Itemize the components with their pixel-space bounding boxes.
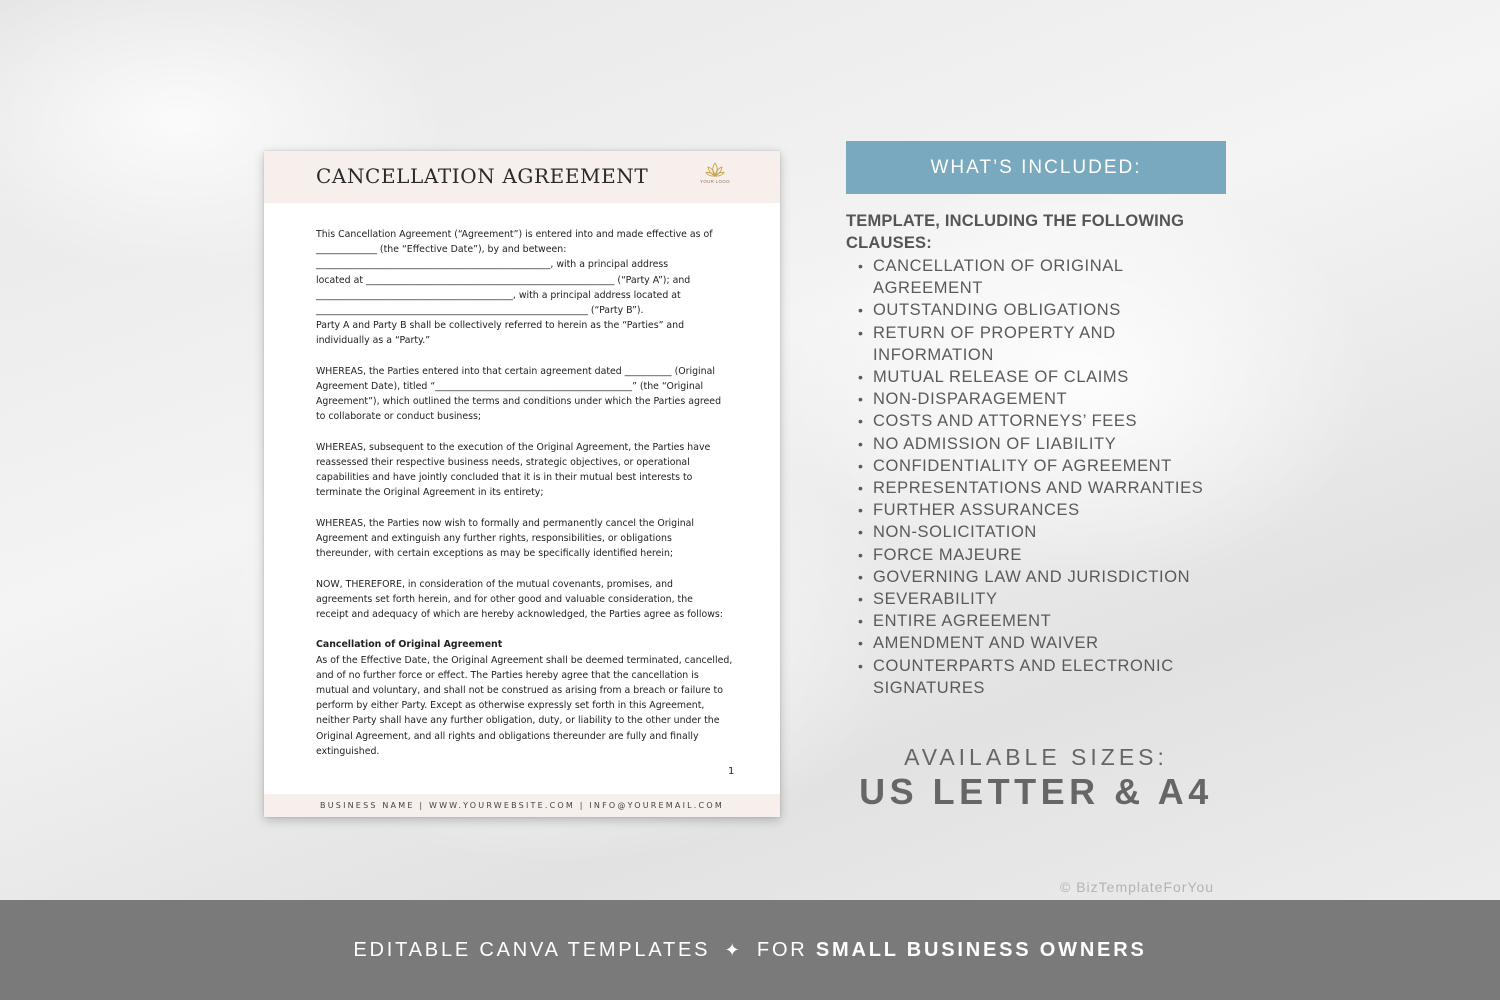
copyright-text: © BizTemplateForYou [1060, 879, 1215, 895]
list-item: • RETURN OF PROPERTY AND INFORMATION [858, 323, 1116, 364]
bottom-banner [0, 900, 1500, 1000]
available-sizes-value: US LETTER & A4 [859, 771, 1213, 812]
clause-heading: Cancellation of Original Agreement [316, 639, 503, 651]
bullet-icon: • [858, 657, 864, 674]
document-body [316, 227, 736, 774]
list-item: • OUTSTANDING OBLIGATIONS [856, 299, 1226, 321]
page-number: 1 [728, 766, 735, 777]
paragraph: WHEREAS, the Parties now wish to formally and permanently cancel the Original Agreement and extinguish any further rights, responsibilities, or obligations thereunder, with certain exceptions as may be specifically identified herein; [316, 517, 695, 560]
bullet-icon: • [858, 369, 864, 386]
sparkle-icon: ✦ [724, 940, 743, 960]
list-item: • NO ADMISSION OF LIABILITY [856, 433, 1226, 455]
bullet-icon: • [858, 258, 864, 274]
list-item: • ENTIRE AGREEMENT [856, 610, 1226, 632]
list-item: • FORCE MAJEURE [856, 544, 1226, 566]
document-footer: BUSINESS NAME | WWW.YOURWEBSITE.COM | INFO@YOUREMAIL.COM [264, 794, 780, 817]
bullet-icon: • [858, 502, 864, 519]
bullet-icon: • [858, 391, 864, 408]
clause-text: As of the Effective Date, the Original Agreement shall be deemed terminated, cancelled, and of no further force or effect. The Parties hereby agree that the cancellation is mutual and voluntary, and shall not be construed as arising from a breach or failure to perform by either Party. Except as otherwise expressly set forth in this Agreement, neither Party shall have any further obligation, duty, or liability to the other under the Original Agreement, and all rights and obligations thereunder are fully and finally extinguished. [316, 654, 733, 757]
banner-text: EDITABLE CANVA TEMPLATES [353, 939, 711, 961]
list-item: • NON-SOLICITATION [856, 521, 1226, 543]
bullet-icon: • [858, 302, 864, 319]
paragraph: WHEREAS, subsequent to the execution of the Original Agreement, the Parties have reassessed their respective business needs, strategic objectives, or operational capabilities and have jointly concluded that it is in their mutual best interests to terminate the Original Agreement in its entirety; [316, 441, 711, 499]
bullet-icon: • [858, 635, 864, 652]
bullet-icon: • [858, 524, 864, 541]
banner-text: FOR [756, 939, 808, 961]
bullet-icon: • [858, 568, 864, 585]
document-preview [264, 151, 780, 817]
available-sizes-label: AVAILABLE SIZES: [904, 744, 1168, 770]
bullet-icon: • [858, 613, 864, 630]
lotus-icon [705, 161, 725, 178]
paragraph: This Cancellation Agreement (“Agreement”) is entered into and made effective as of _____________ (the “Effective Date”), by and between: __________________________________________________, with a principal address located at _____________________________________________________ (“Party A”); and __________________________________________, with a principal address located at __________________________________________________________ (“Party B”). Party A and Party B shall be collectively referred to herein as the “Parties” and individually as a “Party.” [316, 229, 713, 347]
list-item: • GOVERNING LAW AND JURISDICTION [856, 566, 1226, 588]
bullet-icon: • [858, 480, 864, 497]
logo [697, 161, 733, 195]
list-item: • COUNTERPARTS AND ELECTRONIC SIGNATURES [858, 656, 1174, 697]
list-item: • CONFIDENTIALITY OF AGREEMENT [856, 455, 1226, 477]
list-item: • CANCELLATION OF ORIGINAL AGREEMENT [858, 257, 1124, 298]
bullet-icon: • [858, 457, 864, 474]
banner-emphasis: SMALL BUSINESS OWNERS [815, 939, 1147, 961]
paragraph: NOW, THEREFORE, in consideration of the mutual covenants, promises, and agreements set forth herein, and for other good and valuable consideration, the receipt and adequacy of which are hereby acknowledged, the Parties agree as follows: [316, 578, 723, 621]
list-item: • NON-DISPARAGEMENT [856, 388, 1226, 410]
bullet-icon: • [858, 546, 864, 563]
paragraph: WHEREAS, the Parties entered into that certain agreement dated __________ (Original Agreement Date), titled “__________________________________________” (the “Original Agreement”), which outlined the terms and conditions under which the Parties agreed to collaborate or conduct business; [316, 365, 722, 423]
included-intro: TEMPLATE, INCLUDING THE FOLLOWING CLAUSES: [846, 212, 1185, 252]
list-item: • MUTUAL RELEASE OF CLAIMS [856, 366, 1226, 388]
list-item: • SEVERABILITY [856, 588, 1226, 610]
list-item: • REPRESENTATIONS AND WARRANTIES [856, 477, 1226, 499]
whats-included-banner: WHAT’S INCLUDED: [846, 141, 1226, 194]
list-item: • COSTS AND ATTORNEYS’ FEES [856, 410, 1226, 432]
bullet-icon: • [858, 324, 864, 341]
document-title: CANCELLATION AGREEMENT [316, 164, 649, 188]
logo-text: YOUR LOGO [700, 179, 730, 184]
bullet-icon: • [858, 435, 864, 452]
document-header [264, 151, 780, 203]
list-item: • AMENDMENT AND WAIVER [856, 632, 1226, 654]
clause-list [856, 255, 1226, 699]
bullet-icon: • [858, 413, 864, 430]
list-item: • FURTHER ASSURANCES [856, 499, 1226, 521]
bullet-icon: • [858, 591, 864, 608]
